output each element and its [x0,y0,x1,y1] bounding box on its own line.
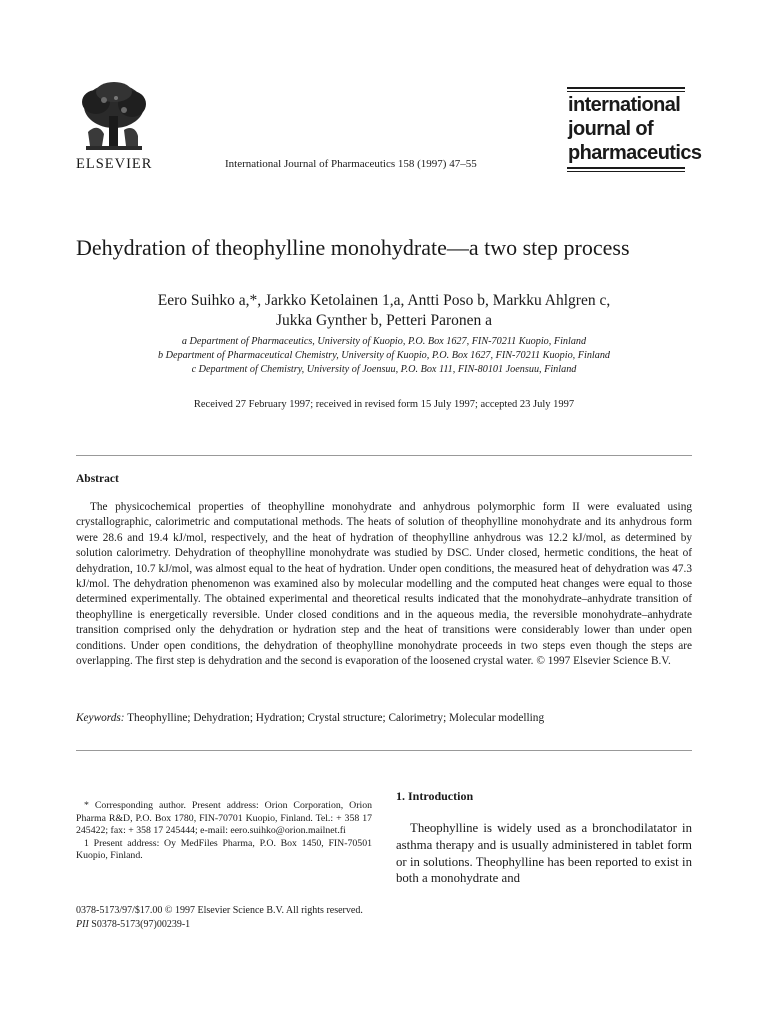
authors-line: Jukka Gynther b, Petteri Paronen a [275,312,493,329]
logo-rule-top [567,87,685,89]
abstract-heading: Abstract [76,473,119,485]
pii-value: S0378-5173(97)00239-1 [91,919,191,930]
footnote: 1 Present address: Oy MedFiles Pharma, P.O. Box 1450, FIN-70501 Kuopio, Finland. [76,837,372,862]
logo-rule-bottom [567,167,685,169]
publisher-name: ELSEVIER [76,156,153,172]
journal-logo-line: international [568,94,681,116]
pii-line [76,918,363,932]
footnote: * Corresponding author. Present address: Orion Corporation, Orion Pharma R&D, P.O. Box 1780, FIN-70701 Kuopio, Finland. Tel.: + 358 17 245422; fax: + 358 17 245444; e-mail: eero.suihko@orion.mailnet.fi [76,800,372,837]
journal-logo-line: journal of [568,118,654,140]
keywords-list: Theophylline; Dehydration; Hydration; Crystal structure; Calorimetry; Molecular modelling [127,712,545,724]
affiliation: c Department of Chemistry, University of Joensuu, P.O. Box 111, FIN-80101 Joensuu, Finland [191,364,577,375]
footnotes [76,800,372,863]
copyright-footer [76,904,363,932]
section-divider [76,750,692,751]
journal-logo [567,87,702,172]
authors-line: Eero Suihko a,*, Jarkko Ketolainen 1,a, Antti Poso b, Markku Ahlgren c, [157,292,611,309]
logo-rule-bottom-thin [567,171,685,172]
journal-citation: International Journal of Pharmaceutics 158 (1997) 47–55 [225,158,477,170]
received-dates: Received 27 February 1997; received in revised form 15 July 1997; accepted 23 July 1997 [193,399,575,410]
keywords-label: Keywords: [76,712,125,724]
abstract-body: The physicochemical properties of theophylline monohydrate and anhydrous polymorphic form II were evaluated using crystallographic, calorimetric and computational methods. The heats of solution of theophylline monohydrate and its anhydrous form were 28.6 and 19.4 kJ/mol, respectively, and the heat of hydration of theophylline anhydrous was 12.2 kJ/mol, as determined by solution calorimetry. Dehydration of theophylline monohydrate was studied by DSC. Under closed, hermetic conditions, the heat of dehydration, 10.7 kJ/mol, was almost equal to the heat of hydration. Under open conditions, the measured heat of dehydration was 47.3 kJ/mol. The dehydration phenomenon was examined also by molecular modelling and the computed heat changes were equal to those determined experimentally. The obtained experimental and theoretical results indicated that the monohydrate–anhydrate transition of theophylline is energetically reversible. Under closed conditions and in the aqueous media, the reversible monohydrate–anhydrate transition comprised only the dehydration or hydration step and the heat of transitions were considerably lower than under open conditions. Under open conditions, the dehydration of theophylline monohydrate proceeds in two steps even though the steps are overlapping. The first step is dehydration and the second is evaporation of the loosened crystal water. © 1997 Elsevier Science B.V. [76,501,692,668]
publisher-logo [76,80,152,154]
pii-label: PII [76,919,89,930]
section-divider [76,455,692,456]
copyright-line: 0378-5173/97/$17.00 © 1997 Elsevier Science B.V. All rights reserved. [76,905,363,916]
logo-rule-top-thin [567,91,685,92]
section-heading: 1. Introduction [396,789,474,803]
journal-logo-line: pharmaceutics [568,142,702,164]
keywords [76,712,692,724]
article-title: Dehydration of theophylline monohydrate—a two step process [76,235,630,260]
affiliation: b Department of Pharmaceutical Chemistry, University of Kuopio, P.O. Box 1627, FIN-70211 Kuopio, Finland [157,350,611,361]
affiliations [76,335,692,377]
tree-logo-icon [76,80,152,154]
author-list [76,291,692,331]
affiliation: a Department of Pharmaceutics, University of Kuopio, P.O. Box 1627, FIN-70211 Kuopio, Finland [181,336,587,347]
introduction-body: Theophylline is widely used as a bronchodilatator in asthma therapy and is usually administered in tablet form or in solutions. Theophylline has been reported to exist in both a monohydrate and [396,821,692,886]
